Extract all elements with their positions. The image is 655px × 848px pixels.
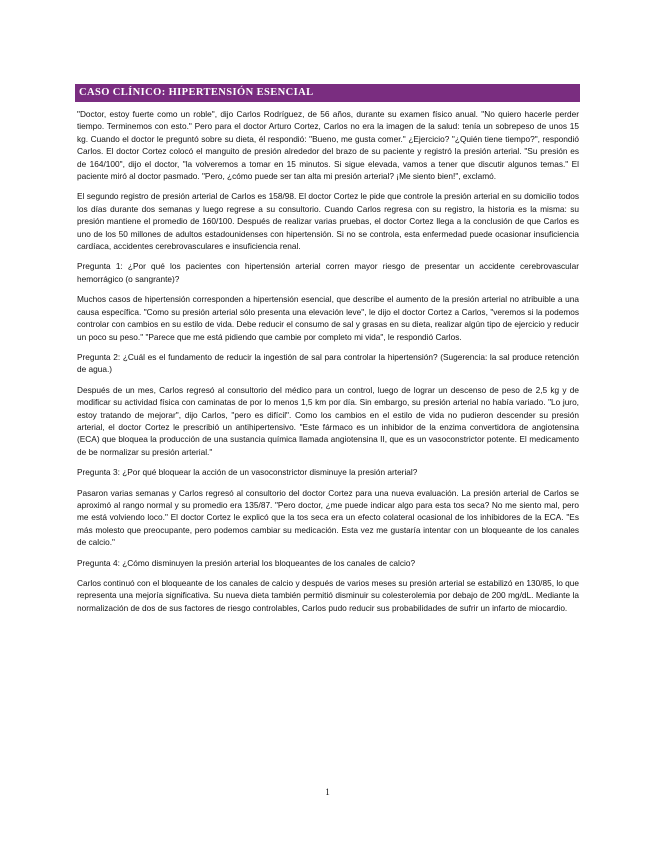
question-4: Pregunta 4: ¿Cómo disminuyen la presión arterial los bloqueantes de los canales de calcio? [77,557,416,568]
page-number: 1 [325,787,330,797]
case-body [77,108,579,622]
essential-hypertension-paragraph: Muchos casos de hipertensión corresponden a hipertensión esencial, que describe el aumento de la presión arterial no atribuible a una causa específica. "Como su presión arterial sólo presenta una elevación leve", le dijo el doctor Cortez a Carlos, "veremos si la podemos controlar con cambios en su estilo de vida. Debe reducir el consumo de sal y grasas en su dieta, realizar algún tipo de ejercicio y reducir un poco su peso." "Parece que me está pidiendo que cambie por completo mi vida", le respondió Carlos. [77,294,579,342]
case-title-banner: CASO CLÍNICO: HIPERTENSIÓN ESENCIAL [75,84,580,102]
question-1: Pregunta 1: ¿Por qué los pacientes con hipertensión arterial corren mayor riesgo de presentar un accidente cerebrovascular hemorrágico (o sangrante)? [77,261,579,284]
question-3: Pregunta 3: ¿Por qué bloquear la acción de un vasoconstrictor disminuye la presión arterial? [77,467,418,478]
ace-inhibitor-paragraph: Después de un mes, Carlos regresó al consultorio del médico para un control, luego de lograr un descenso de peso de 2,5 kg y de modificar su actividad física con caminatas de por lo menos 1,5 km por día. Sin embargo, su presión arterial no había variado. "Lo juro, estoy tratando de mejorar", dijo Carlos, "pero es difícil". Como los cambios en el estilo de vida no pudieron descender su presión arterial, el doctor Cortez le prescribió un antihipertensivo. "Este fármaco es un inhibidor de la enzima convertidora de angiotensina (ECA) que bloquea la producción de una sustancia química llamada angiotensina II, que es un vasoconstrictor potente. El medicamento de be normalizar su presión arterial." [77,384,579,457]
intro-paragraph: "Doctor, estoy fuerte como un roble", dijo Carlos Rodríguez, de 56 años, durante su examen físico anual. "No quiero hacerle perder tiempo. Terminemos con esto." Pero para el doctor Arturo Cortez, Carlos no era la imagen de la salud: tenía un sobrepeso de unos 15 kg. Cuando el doctor le preguntó sobre su dieta, él respondió: "Bueno, me gusta comer." ¿Ejercicio? "¿Quién tiene tiempo?", respondió Carlos. El doctor Cortez colocó el manguito de presión alrededor del brazo de su paciente y registró la presión arterial. "Su presión es de 164/100", dijo el doctor, "la volveremos a tomar en 15 minutos. Si sigue elevada, vamos a tener que discutir algunos temas." El paciente miró al doctor pasmado. "Pero, ¿cómo puede ser tan alta mi presión arterial? ¡Me siento bien!", exclamó. [77,109,579,182]
question-2: Pregunta 2: ¿Cuál es el fundamento de reducir la ingestión de sal para controlar la hipertensión? (Sugerencia: la sal produce retención de agua.) [77,351,579,375]
dry-cough-paragraph: Pasaron varias semanas y Carlos regresó al consultorio del doctor Cortez para una nueva evaluación. La presión arterial de Carlos se aproximó al rango normal y su promedio era 135/87. "Pero doctor, ¿me puede indicar algo para esta tos seca? No me siento mal, pero me está volviendo loco." El doctor Cortez le explicó que la tos seca era un efecto colateral ocasional de los inhibidores de la ECA. "Es más molesto que preocupante, pero podemos cambiar su medicación. Esta vez me gustaría intentar con un bloqueante de los canales de calcio." [77,487,579,548]
outcome-paragraph: Carlos continuó con el bloqueante de los canales de calcio y después de varios meses su presión arterial se estabilizó en 130/85, lo que representa una mejoría significativa. Su nueva dieta también permitió disminuir su colesterolemia por debajo de 200 mg/dL. Mediante la normalización de dos de sus factores de riesgo controlables, Carlos pudo reducir sus probabilidades de sufrir un infarto de miocardio. [77,578,579,613]
second-reading-paragraph: El segundo registro de presión arterial de Carlos es 158/98. El doctor Cortez le pide que controle la presión arterial en su domicilio todos los días durante dos semanas y luego regrese a su consultorio. Cuando Carlos regresa con su registro, la historia es la misma: su presión mantiene el promedio de 160/100. Después de realizar varias pruebas, el doctor Cortez llega a la conclusión de que Carlos es uno de los 50 millones de adultos estadounidenses con hipertensión. Si no se controla, esta enfermedad puede ocasionar insuficiencia cardíaca, accidentes cerebrovasculares e insuficiencia renal. [77,191,579,252]
